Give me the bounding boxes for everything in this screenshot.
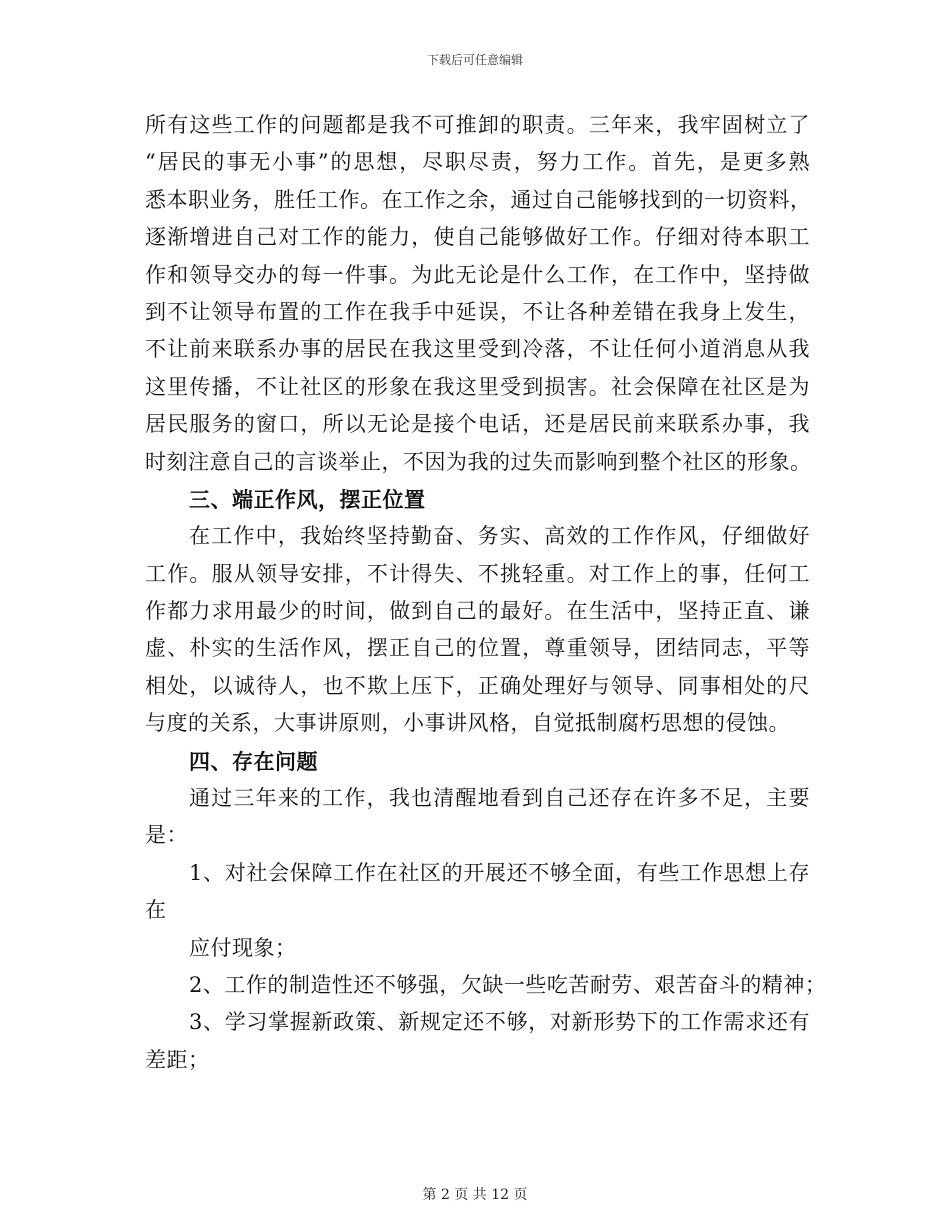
list-item: 3、学习掌握新政策、新规定还不够，对新形势下的工作需求还有 — [189, 1010, 810, 1035]
list-item: 2、工作的制造性还不够强，欠缺一些吃苦耐劳、艰苦奋斗的精神； — [189, 972, 827, 997]
body-line: 不让前来联系办事的居民在我这里受到冷落，不让任何小道消息从我 — [145, 337, 810, 362]
body-line: 在 — [145, 898, 167, 923]
body-line: 差距； — [145, 1047, 210, 1072]
body-line: 工作。服从领导安排，不计得失、不挑轻重。对工作上的事，任何工 — [145, 561, 810, 586]
body-line: 居民服务的窗口，所以无论是接个电话，还是居民前来联系办事，我 — [145, 412, 810, 437]
body-line: 作和领导交办的每一件事。为此无论是什么工作，在工作中，坚持做 — [145, 262, 810, 287]
body-line: 时刻注意自己的言谈举止，不因为我的过失而影响到整个社区的形象。 — [145, 449, 812, 474]
section-heading-4: 四、存在问题 — [189, 748, 318, 774]
body-line: 到不让领导布置的工作在我手中延误，不让各种差错在我身上发生， — [145, 299, 810, 324]
section-heading-3: 三、端正作风，摆正位置 — [189, 486, 426, 512]
page-footer: 第 2 页 共 12 页 — [422, 1187, 528, 1203]
body-line: 虚、朴实的生活作风，摆正自己的位置，尊重领导，团结同志，平等 — [145, 636, 810, 661]
body-line: 是： — [145, 823, 188, 848]
body-line: 这里传播，不让社区的形象在我这里受到损害。社会保障在社区是为 — [145, 374, 810, 399]
body-line: 通过三年来的工作，我也清醒地看到自己还存在许多不足，主要 — [189, 786, 810, 811]
body-line: “居民的事无小事”的思想，尽职尽责，努力工作。首先，是更多熟 — [145, 150, 810, 175]
body-line: 所有这些工作的问题都是我不可推卸的职责。三年来，我牢固树立了 — [145, 113, 810, 137]
body-line: 在工作中，我始终坚持勤奋、务实、高效的工作作风，仔细做好 — [189, 524, 810, 549]
body-line: 相处，以诚待人，也不欺上压下，正确处理好与领导、同事相处的尺 — [145, 673, 810, 698]
body-line: 逐渐增进自己对工作的能力，使自己能够做好工作。仔细对待本职工 — [145, 225, 810, 250]
body-line: 悉本职业务，胜任工作。在工作之余，通过自己能够找到的一切资料， — [145, 187, 812, 212]
list-item: 1、对社会保障工作在社区的开展还不够全面，有些工作思想上存 — [189, 860, 810, 885]
page-header: 下载后可任意编辑 — [426, 53, 523, 67]
body-line: 与度的关系，大事讲原则，小事讲风格，自觉抵制腐朽思想的侵蚀。 — [145, 711, 790, 736]
document-body — [145, 107, 827, 1079]
body-line: 作都力求用最少的时间，做到自己的最好。在生活中，坚持正直、谦 — [145, 599, 810, 624]
body-line: 应付现象； — [189, 935, 297, 960]
